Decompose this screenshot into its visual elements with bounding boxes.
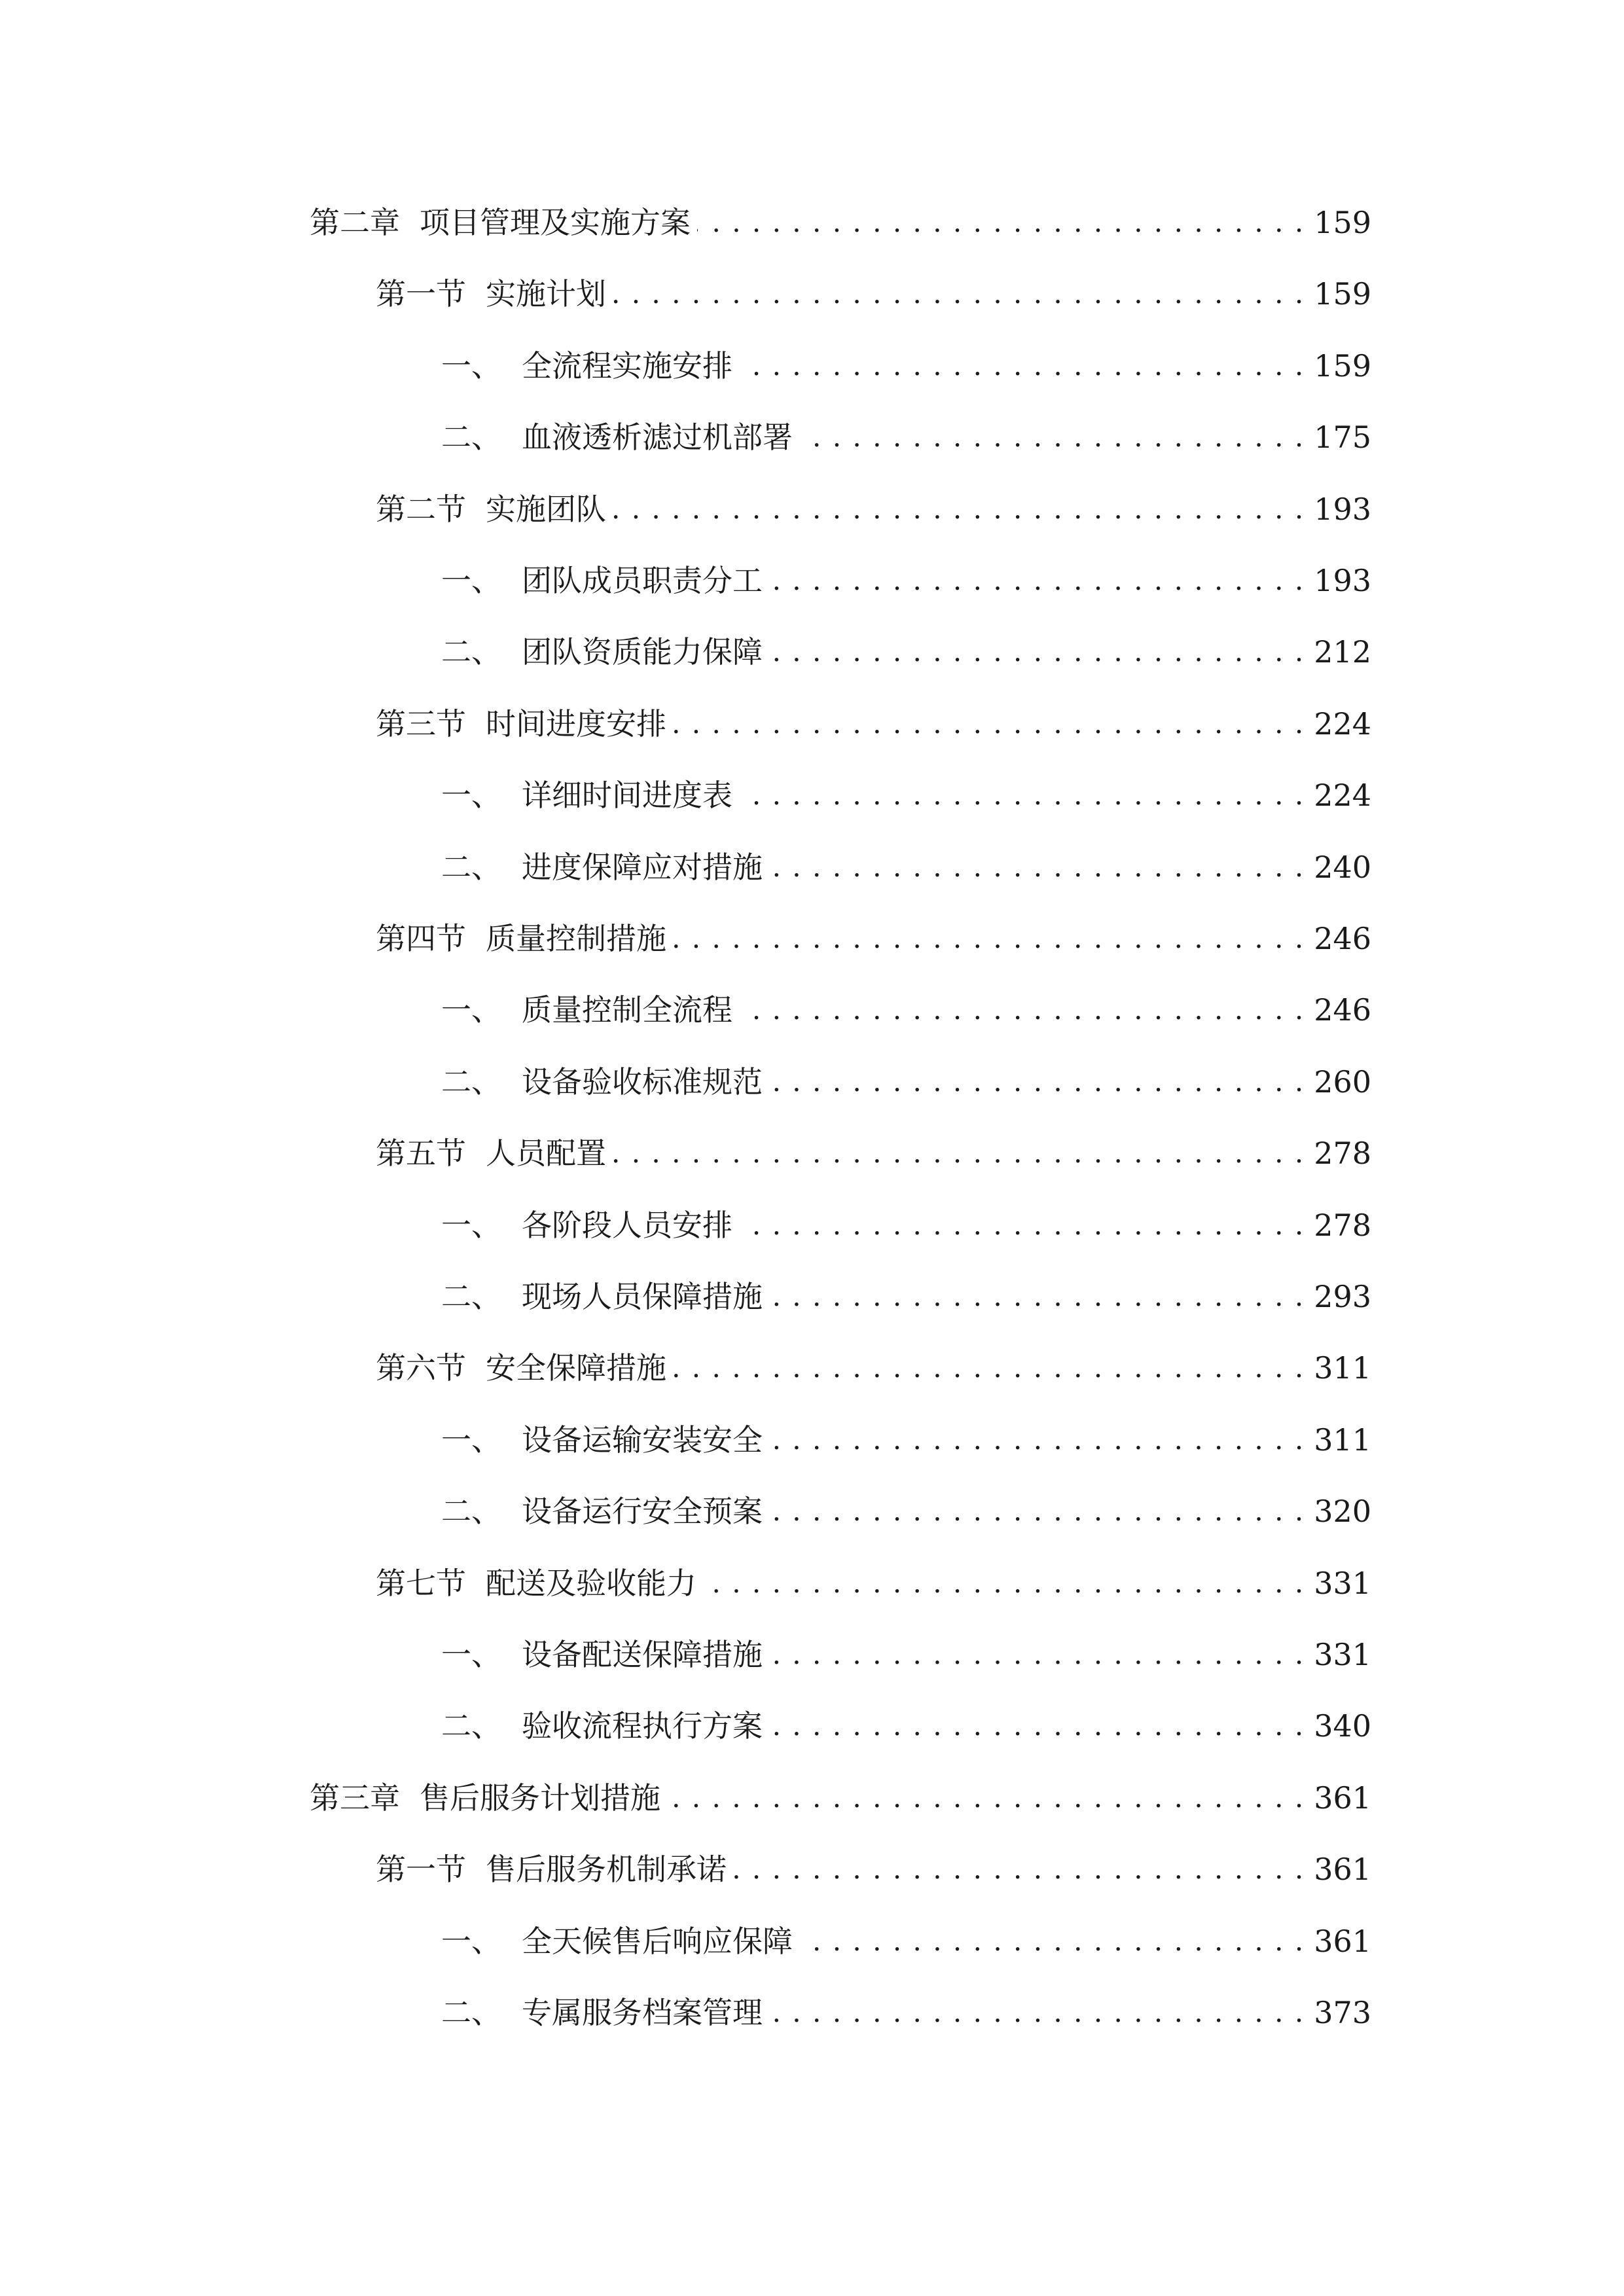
toc-entry[interactable] (310, 190, 1371, 242)
toc-entry[interactable] (441, 548, 1371, 600)
toc-entry-page-number: 246 (1314, 992, 1371, 1028)
dot-leader (799, 1922, 1305, 1961)
toc-entry-page-number: 373 (1314, 1995, 1371, 2030)
toc-entry-number: 第六节 (376, 1350, 466, 1386)
toc-entry[interactable] (376, 1335, 1371, 1388)
toc-entry[interactable] (376, 691, 1371, 744)
toc-entry[interactable] (376, 1837, 1371, 1889)
toc-entry-title: 详细时间进度表 (522, 778, 732, 813)
toc-entry-title: 进度保障应对措施 (522, 850, 763, 885)
toc-entry[interactable] (441, 333, 1371, 386)
toc-entry-title: 实施计划 (486, 276, 606, 312)
toc-entry[interactable] (441, 1980, 1371, 2032)
toc-entry[interactable] (376, 1121, 1371, 1173)
dot-leader (673, 1348, 1305, 1388)
toc-entry-title: 质量控制措施 (486, 921, 666, 956)
toc-entry-page-number: 159 (1314, 348, 1371, 384)
toc-entry[interactable] (376, 476, 1371, 529)
toc-entry-page-number: 224 (1314, 778, 1371, 813)
toc-entry[interactable] (441, 1049, 1371, 1102)
toc-entry-title: 各阶段人员安排 (522, 1208, 732, 1243)
toc-entry-number: 第一节 (376, 1852, 466, 1887)
toc-entry-number: 一、 (441, 563, 501, 598)
toc-entry-number: 一、 (441, 1637, 501, 1672)
toc-entry-number: 第一节 (376, 276, 466, 312)
toc-entry-title: 安全保障措施 (486, 1350, 666, 1386)
toc-entry-number: 二、 (441, 1494, 501, 1529)
toc-entry-title: 团队资质能力保障 (522, 634, 763, 670)
toc-entry[interactable] (376, 906, 1371, 958)
toc-entry[interactable] (441, 1622, 1371, 1674)
dot-leader (769, 561, 1305, 600)
toc-entry-number: 一、 (441, 992, 501, 1028)
toc-entry-page-number: 320 (1314, 1494, 1371, 1529)
toc-entry-number: 二、 (441, 1708, 501, 1744)
toc-entry[interactable] (441, 1479, 1371, 1531)
toc-entry-page-number: 340 (1314, 1708, 1371, 1744)
toc-entry-title: 设备验收标准规范 (522, 1064, 763, 1100)
toc-entry-page-number: 278 (1314, 1136, 1371, 1171)
dot-leader (613, 1134, 1305, 1173)
toc-entry-page-number: 361 (1314, 1852, 1371, 1887)
dot-leader (697, 203, 1305, 242)
toc-entry-title: 质量控制全流程 (522, 992, 732, 1028)
dot-leader (739, 346, 1305, 386)
toc-entry-title: 设备运行安全预案 (522, 1494, 763, 1529)
dot-leader (733, 1850, 1305, 1889)
toc-entry-title: 设备运输安装安全 (522, 1422, 763, 1458)
toc-entry[interactable] (376, 261, 1371, 314)
toc-entry[interactable] (441, 1909, 1371, 1961)
dot-leader (673, 704, 1305, 744)
dot-leader (667, 1778, 1305, 1818)
toc-entry[interactable] (441, 977, 1371, 1030)
dot-leader (739, 776, 1305, 815)
dot-leader (769, 848, 1305, 887)
toc-entry-number: 一、 (441, 1208, 501, 1243)
dot-leader (739, 1206, 1305, 1245)
toc-entry-title: 验收流程执行方案 (522, 1708, 763, 1744)
toc-entry-title: 现场人员保障措施 (522, 1279, 763, 1314)
toc-entry-number: 第七节 (376, 1566, 466, 1601)
toc-entry[interactable] (441, 619, 1371, 672)
toc-entry-title: 售后服务机制承诺 (486, 1852, 727, 1887)
toc-entry-title: 售后服务计划措施 (420, 1780, 660, 1816)
toc-entry[interactable] (441, 1693, 1371, 1746)
toc-entry-number: 二、 (441, 634, 501, 670)
toc-entry-title: 设备配送保障措施 (522, 1637, 763, 1672)
toc-entry-page-number: 361 (1314, 1924, 1371, 1959)
toc-entry-title: 实施团队 (486, 492, 606, 527)
toc-entry-number: 第二节 (376, 492, 466, 527)
dot-leader (613, 274, 1305, 314)
toc-entry[interactable] (441, 1193, 1371, 1245)
toc-entry-number: 二、 (441, 850, 501, 885)
toc-entry-page-number: 331 (1314, 1566, 1371, 1601)
dot-leader (769, 632, 1305, 672)
toc-entry-number: 第二章 (310, 205, 400, 240)
toc-entry-page-number: 361 (1314, 1780, 1371, 1816)
toc-entry-page-number: 224 (1314, 706, 1371, 742)
dot-leader (769, 1062, 1305, 1102)
toc-entry-title: 时间进度安排 (486, 706, 666, 742)
toc-entry-number: 一、 (441, 778, 501, 813)
toc-entry-number: 第四节 (376, 921, 466, 956)
toc-entry-page-number: 293 (1314, 1279, 1371, 1314)
toc-entry-title: 全天候售后响应保障 (522, 1924, 793, 1959)
toc-entry-number: 第三节 (376, 706, 466, 742)
toc-entry-number: 一、 (441, 348, 501, 384)
toc-entry-page-number: 331 (1314, 1637, 1371, 1672)
toc-entry-page-number: 175 (1314, 420, 1371, 455)
toc-entry-page-number: 260 (1314, 1064, 1371, 1100)
toc-entry-number: 一、 (441, 1924, 501, 1959)
toc-entry[interactable] (441, 1407, 1371, 1460)
dot-leader (769, 1420, 1305, 1460)
toc-entry-page-number: 311 (1314, 1350, 1371, 1386)
dot-leader (799, 418, 1305, 457)
toc-entry-number: 第三章 (310, 1780, 400, 1816)
toc-entry-title: 项目管理及实施方案 (420, 205, 691, 240)
toc-entry-number: 二、 (441, 1064, 501, 1100)
toc-entry-title: 专属服务档案管理 (522, 1995, 763, 2030)
toc-entry-page-number: 240 (1314, 850, 1371, 885)
dot-leader (613, 490, 1305, 529)
toc-entry[interactable] (376, 1551, 1371, 1603)
toc-entry-number: 一、 (441, 1422, 501, 1458)
toc-entry-page-number: 278 (1314, 1208, 1371, 1243)
toc-entry-title: 配送及验收能力 (486, 1566, 696, 1601)
toc-entry-title: 全流程实施安排 (522, 348, 732, 384)
toc-entry-number: 第五节 (376, 1136, 466, 1171)
toc-entry[interactable] (310, 1765, 1371, 1818)
toc-entry-page-number: 246 (1314, 921, 1371, 956)
dot-leader (769, 1277, 1305, 1316)
toc-entry-title: 血液透析滤过机部署 (522, 420, 793, 455)
toc-entry[interactable] (441, 404, 1371, 457)
dot-leader (769, 1492, 1305, 1531)
toc-entry-number: 二、 (441, 1995, 501, 2030)
toc-entry-page-number: 193 (1314, 563, 1371, 598)
toc-entry[interactable] (441, 834, 1371, 887)
toc-entry[interactable] (441, 762, 1371, 815)
dot-leader (673, 919, 1305, 958)
toc-entry-page-number: 193 (1314, 492, 1371, 527)
toc-entry-page-number: 311 (1314, 1422, 1371, 1458)
dot-leader (739, 990, 1305, 1030)
dot-leader (769, 1706, 1305, 1746)
toc-entry-page-number: 212 (1314, 634, 1371, 670)
toc-entry-title: 人员配置 (486, 1136, 606, 1171)
dot-leader (769, 1635, 1305, 1674)
toc-entry[interactable] (441, 1264, 1371, 1316)
dot-leader (769, 1993, 1305, 2032)
toc-entry-page-number: 159 (1314, 276, 1371, 312)
toc-entry-page-number: 159 (1314, 205, 1371, 240)
toc-entry-number: 二、 (441, 1279, 501, 1314)
toc-entry-number: 二、 (441, 420, 501, 455)
toc-entry-title: 团队成员职责分工 (522, 563, 763, 598)
dot-leader (703, 1564, 1305, 1603)
